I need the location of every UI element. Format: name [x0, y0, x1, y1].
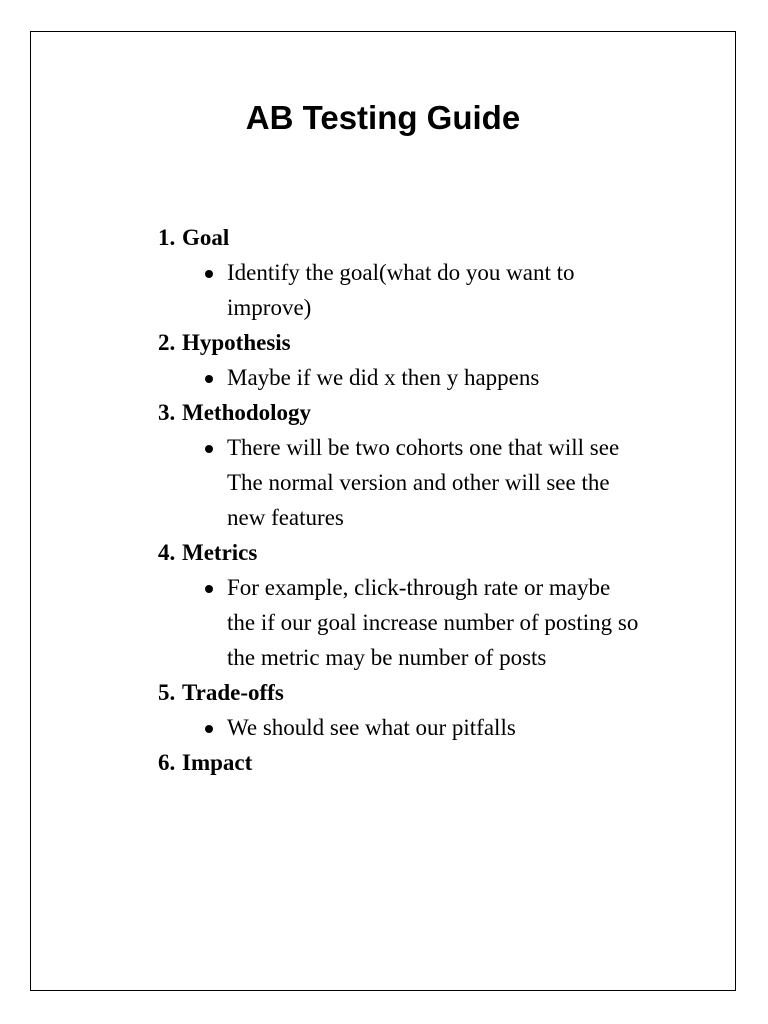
section-title: Goal	[182, 225, 230, 250]
bullet-line: The normal version and other will see the	[227, 470, 610, 495]
section-heading	[158, 220, 698, 255]
document-title: AB Testing Guide	[245, 99, 521, 136]
section-number: 3.	[158, 400, 176, 425]
section-heading	[158, 395, 698, 430]
bullet-dot-icon	[205, 585, 213, 593]
section-metrics	[158, 535, 698, 675]
section-impact	[158, 745, 698, 780]
bullet-item	[158, 570, 687, 675]
bullet-line: new features	[227, 505, 344, 530]
bullet-dot-icon	[205, 725, 213, 733]
section-heading	[158, 325, 698, 360]
section-title: Methodology	[182, 400, 312, 425]
section-number: 2.	[158, 330, 176, 355]
section-number: 1.	[158, 225, 176, 250]
guide-outline	[158, 220, 698, 780]
bullet-line: the if our goal increase number of posting so	[227, 610, 639, 635]
section-number: 6.	[158, 750, 176, 775]
bullet-line: We should see what our pitfalls	[227, 715, 516, 740]
section-heading	[158, 675, 698, 710]
bullet-line: For example, click-through rate or maybe	[227, 575, 611, 600]
document-page	[30, 31, 736, 991]
bullet-item	[158, 255, 687, 325]
bullet-item	[158, 710, 687, 745]
bullet-dot-icon	[205, 375, 213, 383]
bullet-list	[158, 710, 698, 745]
section-title: Metrics	[182, 540, 258, 565]
bullet-dot-icon	[205, 270, 213, 278]
section-title: Trade-offs	[182, 680, 284, 705]
bullet-line: the metric may be number of posts	[227, 645, 547, 670]
section-title: Impact	[182, 750, 253, 775]
section-heading	[158, 535, 698, 570]
section-title: Hypothesis	[182, 330, 291, 355]
section-heading	[158, 745, 698, 780]
bullet-item	[158, 360, 687, 395]
section-number: 5.	[158, 680, 176, 705]
bullet-list	[158, 255, 698, 325]
bullet-list	[158, 570, 698, 675]
section-methodology	[158, 395, 698, 535]
bullet-item	[158, 430, 687, 535]
bullet-dot-icon	[205, 445, 213, 453]
bullet-list	[158, 430, 698, 535]
section-trade-offs	[158, 675, 698, 745]
bullet-list	[158, 360, 698, 395]
section-hypothesis	[158, 325, 698, 395]
bullet-line: There will be two cohorts one that will see	[227, 435, 620, 460]
bullet-line: improve)	[227, 295, 312, 320]
bullet-line: Maybe if we did x then y happens	[227, 365, 540, 390]
section-goal	[158, 220, 698, 325]
section-number: 4.	[158, 540, 176, 565]
bullet-line: Identify the goal(what do you want to	[227, 260, 575, 285]
